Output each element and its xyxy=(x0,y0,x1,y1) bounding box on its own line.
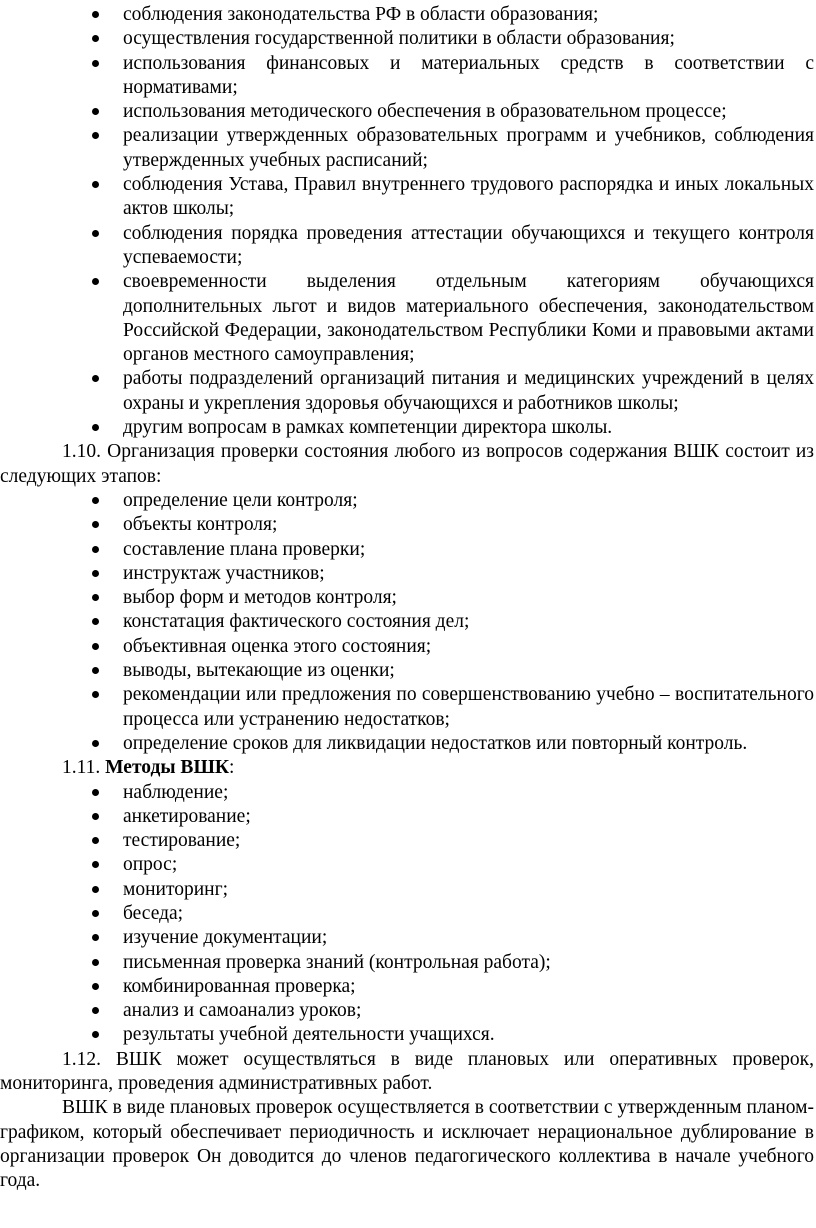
list-item: осуществления государственной политики в области образования; xyxy=(0,27,814,51)
paragraph-1-12: 1.12. ВШК может осуществляться в виде плановых или оперативных проверок, мониторинга, проведения административных работ. xyxy=(0,1048,814,1095)
list-item: рекомендации или предложения по совершенствованию учебно – воспитательного процесса или устранению недостатков; xyxy=(0,683,814,732)
list-item: определение цели контроля; xyxy=(0,489,814,513)
list-item: результаты учебной деятельности учащихся. xyxy=(0,1023,814,1047)
list-item: комбинированная проверка; xyxy=(0,975,814,999)
list-item: изучение документации; xyxy=(0,926,814,950)
list-item: констатация фактического состояния дел; xyxy=(0,610,814,634)
list-item: опрос; xyxy=(0,853,814,877)
list-item: соблюдения законодательства РФ в области образования; xyxy=(0,3,814,27)
list-item: работы подразделений организаций питания и медицинских учреждений в целях охраны и укрепления здоровья обучающихся и работников школы; xyxy=(0,367,814,416)
list-item: своевременности выделения отдельным категориям обучающихся дополнительных льгот и видов материального обеспечения, законодательством Российской Федерации, законодательством Республики Коми и правовыми актами органов местного самоуправления; xyxy=(0,270,814,367)
control-subjects-list xyxy=(0,3,814,440)
list-item: инструктаж участников; xyxy=(0,562,814,586)
list-item: объективная оценка этого состояния; xyxy=(0,635,814,659)
list-item: выводы, вытекающие из оценки; xyxy=(0,659,814,683)
list-item: другим вопросам в рамках компетенции директора школы. xyxy=(0,416,814,440)
list-item: тестирование; xyxy=(0,829,814,853)
list-item: соблюдения порядка проведения аттестации обучающихся и текущего контроля успеваемости; xyxy=(0,222,814,271)
list-item: определение сроков для ликвидации недостатков или повторный контроль. xyxy=(0,732,814,756)
list-item: составление плана проверки; xyxy=(0,538,814,562)
paragraph-1-10: 1.10. Организация проверки состояния любого из вопросов содержания ВШК состоит из следующих этапов: xyxy=(0,441,814,487)
list-item: беседа; xyxy=(0,902,814,926)
list-item: реализации утвержденных образовательных программ и учебников, соблюдения утвержденных учебных расписаний; xyxy=(0,124,814,173)
list-item: мониторинг; xyxy=(0,878,814,902)
list-item: анкетирование; xyxy=(0,805,814,829)
list-item: объекты контроля; xyxy=(0,513,814,537)
list-item: соблюдения Устава, Правил внутреннего трудового распорядка и иных локальных актов школы; xyxy=(0,173,814,222)
heading-colon: : xyxy=(229,757,235,779)
paragraph-planned-checks: ВШК в виде плановых проверок осуществляется в соответствии с утвержденным планом-графиком, который обеспечивает периодичность и исключает нерациональное дублирование в организации проверок Он доводится до членов педагогического коллектива в начале учебного года. xyxy=(0,1097,814,1192)
list-item: анализ и самоанализ уроков; xyxy=(0,999,814,1023)
list-item: письменная проверка знаний (контрольная работа); xyxy=(0,951,814,975)
list-item: выбор форм и методов контроля; xyxy=(0,586,814,610)
section-number: 1.11. xyxy=(62,757,106,779)
stages-list xyxy=(0,489,814,756)
section-heading: Методы ВШК xyxy=(105,757,229,779)
paragraph-1-11 xyxy=(0,756,814,780)
list-item: использования методического обеспечения в образовательном процессе; xyxy=(0,100,814,124)
list-item: использования финансовых и материальных средств в соответствии с нормативами; xyxy=(0,52,814,101)
list-item: наблюдение; xyxy=(0,781,814,805)
methods-list xyxy=(0,781,814,1048)
